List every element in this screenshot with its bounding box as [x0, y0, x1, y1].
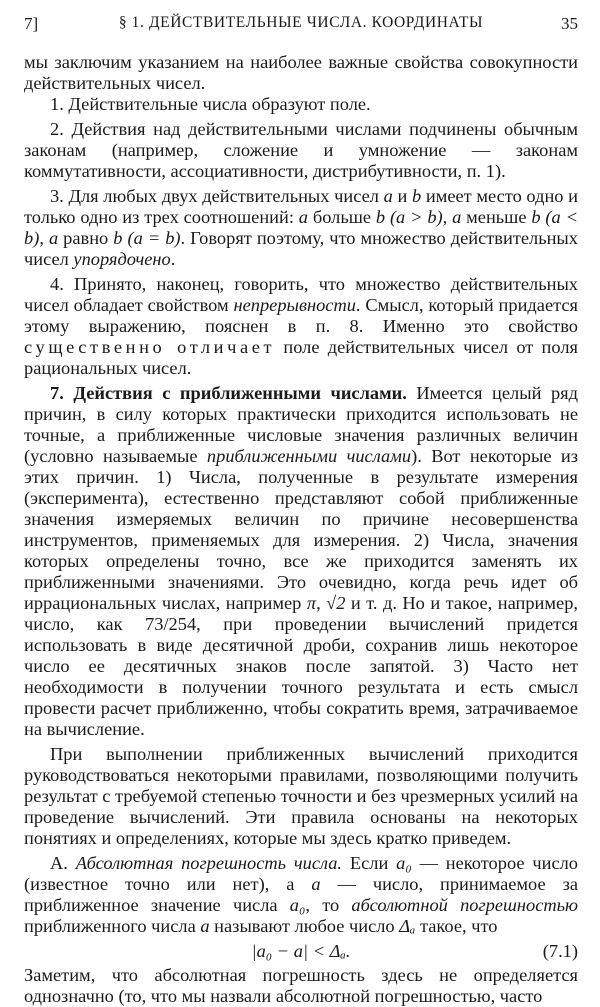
paragraph-rules: При выполнении приближенных вычислений приходится руководствоваться некоторыми правилами, позволяющими получить результат с требуемой степенью точности и без чрезмерных усилий на проведение вычислений. Эти правила основаны на некоторых понятиях и определениях, которые мы здесь кратко приведем. — [24, 744, 578, 848]
formula-7-1 — [24, 941, 578, 965]
page-number: 35 — [561, 14, 578, 33]
paragraph-absolute-error: А. Абсолютная погрешность числа. Если a₀ — некоторое число (известное точно или нет), а a — число, принимаемое за приближенное значение числа a₀, то абсолютной погрешностью приближенного числа a называют любое число Δₐ такое, что — [24, 853, 578, 936]
section-heading: 7. Действия с приближенными числами. — [50, 383, 407, 403]
page-header — [24, 14, 578, 44]
paragraph-remark: Заметим, что абсолютная погрешность здесь не определяется однозначно (то, что мы назвали абсолютной погрешностью, часто — [24, 965, 578, 1006]
paragraph-section-7: 7. Действия с приближенными числами. Имеется целый ряд причин, в силу которых практически приходится использовать не точные, а приближенные числовые значения различных величин (условно называемые приближенными числами). Вот некоторые из этих причин. 1) Числа, полученные в результате измерения (эксперимента), естественно представляют собой приближенные значения измеряемых величин по причине несовершенства инструментов, применяемых для измерения. 2) Числа, значения которых определены точно, все же приходится заменять их приближенными значениями. Это очевидно, когда речь идет об иррациональных числах, например π, √2 и т. д. Но и такое, например, число, как 73/254, при проведении вычислений придется использовать в виде десятичной дроби, сохранив лишь некоторое число ее десятичных знаков после запятой. 3) Часто нет необходимости в получении точного результата и есть смысл провести расчет приближенно, чтобы сократить время, затрачиваемое на вычисление. — [24, 383, 578, 739]
paragraph-property-1: 1. Действительные числа образуют поле. — [50, 94, 371, 114]
chapter-marker: 7] — [24, 14, 39, 33]
page-body — [24, 52, 578, 1007]
running-title: § 1. ДЕЙСТВИТЕЛЬНЫЕ ЧИСЛА. КООРДИНАТЫ — [118, 14, 484, 31]
paragraph-property-4: 4. Принято, наконец, говорить, что множество действительных чисел обладает свойством непрерывности. Смысл, который придается этому выражению, пояснен в п. 8. Именно это свойство существенно отличает поле действительных чисел от поля рациональных чисел. — [24, 274, 579, 378]
paragraph-property-2: 2. Действия над действительными числами подчинены обычным законам (например, сложение и умножение — законам коммутативности, ассоциативности, дистрибутивности, п. 1). — [24, 119, 578, 181]
formula-number: (7.1) — [542, 941, 578, 961]
paragraph-intro: мы заключим указанием на наиболее важные свойства совокупности действительных чисел. — [24, 52, 578, 93]
formula-text: |a₀ − a| < Δₐ. — [251, 941, 351, 961]
paragraph-property-3: 3. Для любых двух действительных чисел a и b имеет место одно и только одно из трех соотношений: a больше b (a > b), a меньше b (a < b), a равно b (a = b). Говорят поэтому, что множество действительных чисел упорядочено. — [24, 186, 578, 269]
